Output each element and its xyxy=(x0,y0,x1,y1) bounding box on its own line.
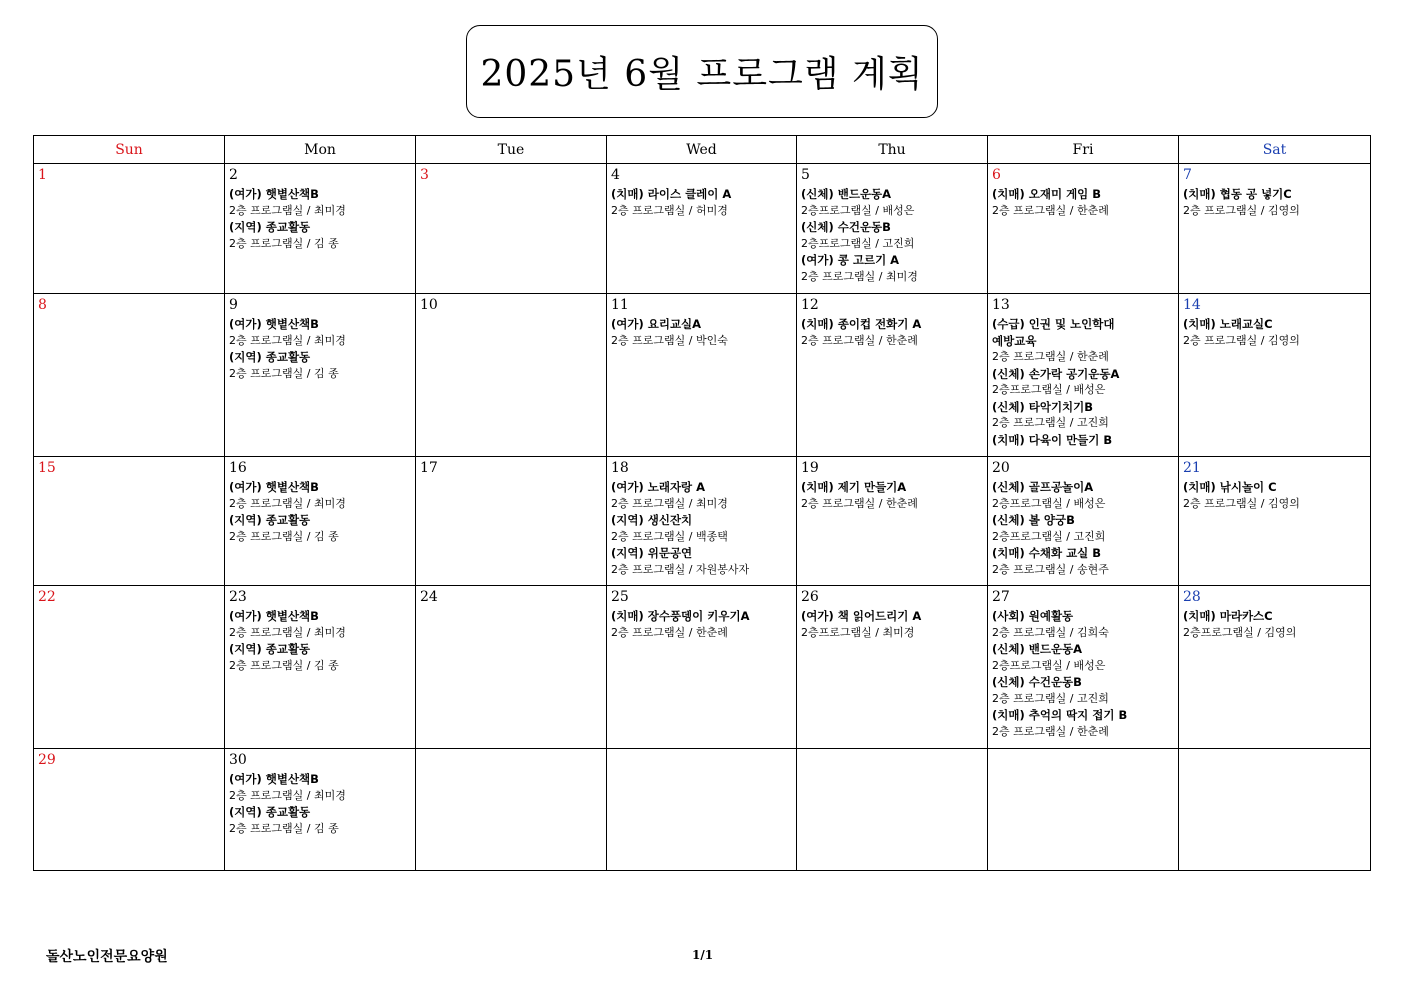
day-number: 17 xyxy=(420,460,438,476)
day-number: 5 xyxy=(801,167,810,183)
event-title: (치매) 노래교실C xyxy=(1183,317,1273,331)
day-cell[interactable] xyxy=(797,164,988,294)
event-title: (여가) 햇볕산책B xyxy=(229,317,319,331)
event-location-staff: 2층 프로그램실 / 한춘례 xyxy=(801,496,918,510)
day-number: 22 xyxy=(38,589,56,605)
event-location-staff: 2층 프로그램실 / 김영의 xyxy=(1183,203,1300,217)
event-location-staff: 2층 프로그램실 / 박인숙 xyxy=(611,333,728,347)
event-location-staff: 2층 프로그램실 / 허미경 xyxy=(611,203,728,217)
day-number: 7 xyxy=(1183,167,1192,183)
day-number: 27 xyxy=(992,589,1010,605)
day-cell[interactable] xyxy=(607,586,797,749)
event-title: (치매) 낚시놀이 C xyxy=(1183,480,1277,494)
event-location-staff: 2층 프로그램실 / 한춘례 xyxy=(992,203,1109,217)
event-title: (신체) 수건운동B xyxy=(992,675,1082,689)
event-location-staff: 2층 프로그램실 / 한춘례 xyxy=(992,724,1109,738)
event-location-staff: 2층 프로그램실 / 백종택 xyxy=(611,529,728,543)
event-title: (수급) 인권 및 노인학대 xyxy=(992,317,1115,331)
event-location-staff: 2층프로그램실 / 배성은 xyxy=(992,496,1106,510)
weekday-header-thu: Thu xyxy=(797,136,988,164)
event-title: (신체) 골프공놀이A xyxy=(992,480,1094,494)
calendar-table xyxy=(33,135,1371,871)
day-number: 10 xyxy=(420,297,438,313)
event-title: (신체) 밴드운동A xyxy=(801,187,892,201)
event-location-staff: 2층 프로그램실 / 김 종 xyxy=(229,366,339,380)
event-title: (여가) 책 읽어드리기 A xyxy=(801,609,922,623)
day-cell[interactable] xyxy=(607,294,797,457)
event-title: (신체) 타악기치기B xyxy=(992,399,1094,414)
day-number: 21 xyxy=(1183,460,1201,476)
day-cell[interactable] xyxy=(1179,294,1371,457)
day-number xyxy=(992,752,1174,771)
event-location-staff: 2층프로그램실 / 배성은 xyxy=(992,383,1106,396)
event-location-staff: 2층 프로그램실 / 최미경 xyxy=(229,333,346,347)
day-number: 18 xyxy=(611,460,629,476)
event-title: (신체) 손가락 공기운동A xyxy=(992,366,1120,381)
day-cell[interactable] xyxy=(225,294,416,457)
day-cell[interactable] xyxy=(1179,749,1371,871)
day-number: 19 xyxy=(801,460,819,476)
day-number: 20 xyxy=(992,460,1010,476)
event-location-staff: 2층 프로그램실 / 송현주 xyxy=(992,562,1109,576)
event-location-staff: 2층 프로그램실 / 고진희 xyxy=(992,691,1109,705)
day-cell[interactable] xyxy=(416,586,607,749)
day-cell[interactable] xyxy=(416,457,607,586)
day-number xyxy=(420,752,602,771)
event-title: (치매) 협동 공 넣기C xyxy=(1183,187,1292,201)
day-cell[interactable] xyxy=(416,164,607,294)
day-cell[interactable] xyxy=(797,457,988,586)
event-location-staff: 2층프로그램실 / 고진희 xyxy=(801,236,915,250)
day-cell[interactable] xyxy=(607,749,797,871)
event-location-staff: 2층 프로그램실 / 김 종 xyxy=(229,236,339,250)
event-title: (치매) 다육이 만들기 B xyxy=(992,432,1113,447)
week-row xyxy=(34,457,1371,586)
day-number: 11 xyxy=(611,297,629,313)
day-number: 8 xyxy=(38,297,47,313)
day-cell[interactable] xyxy=(225,164,416,294)
day-cell[interactable] xyxy=(988,586,1179,749)
event-title: (여가) 햇볕산책B xyxy=(229,772,319,786)
event-title: (지역) 위문공연 xyxy=(611,546,693,560)
event-title: (여가) 햇볕산책B xyxy=(229,609,319,623)
event-title: (사회) 원예활동 xyxy=(992,609,1074,623)
day-number: 9 xyxy=(229,297,238,313)
event-title: 예방교육 xyxy=(992,333,1037,348)
day-number xyxy=(611,752,792,771)
day-number: 13 xyxy=(992,297,1010,313)
event-title: (여가) 노래자랑 A xyxy=(611,480,706,494)
event-title: (지역) 종교활동 xyxy=(229,350,311,364)
day-number: 26 xyxy=(801,589,819,605)
event-title: (여가) 요리교실A xyxy=(611,317,702,331)
day-number: 16 xyxy=(229,460,247,476)
week-row xyxy=(34,749,1371,871)
day-cell[interactable] xyxy=(607,164,797,294)
day-number: 12 xyxy=(801,297,819,313)
event-title: (지역) 종교활동 xyxy=(229,220,311,234)
day-cell[interactable] xyxy=(34,164,225,294)
event-location-staff: 2층 프로그램실 / 김 종 xyxy=(229,658,339,672)
day-number: 24 xyxy=(420,589,438,605)
day-number: 3 xyxy=(420,167,429,183)
day-cell[interactable] xyxy=(988,749,1179,871)
day-cell[interactable] xyxy=(1179,457,1371,586)
weekday-header-sat: Sat xyxy=(1179,136,1371,164)
day-cell[interactable] xyxy=(225,586,416,749)
day-cell[interactable] xyxy=(797,586,988,749)
title-box xyxy=(466,25,938,118)
day-number xyxy=(801,752,983,771)
day-number: 25 xyxy=(611,589,629,605)
footer-organization: 돌산노인전문요양원 xyxy=(46,949,168,965)
weekday-header-row xyxy=(34,136,1371,164)
event-location-staff: 2층 프로그램실 / 김영의 xyxy=(1183,333,1300,347)
event-location-staff: 2층 프로그램실 / 최미경 xyxy=(229,496,346,510)
event-location-staff: 2층프로그램실 / 배성은 xyxy=(992,658,1106,672)
event-title: (치매) 수채화 교실 B xyxy=(992,546,1102,560)
event-location-staff: 2층 프로그램실 / 김 종 xyxy=(229,821,339,835)
event-location-staff: 2층프로그램실 / 배성은 xyxy=(801,203,915,217)
day-number: 30 xyxy=(229,752,247,768)
event-title: (치매) 라이스 클레이 A xyxy=(611,187,732,201)
event-title: (여가) 햇볕산책B xyxy=(229,480,319,494)
day-cell[interactable] xyxy=(416,294,607,457)
page-title: 2025년 6월 프로그램 계획 xyxy=(480,54,924,95)
day-number: 2 xyxy=(229,167,238,183)
event-title: (신체) 수건운동B xyxy=(801,220,891,234)
day-cell[interactable] xyxy=(416,749,607,871)
event-title: (치매) 장수풍뎅이 키우기A xyxy=(611,609,750,623)
day-cell[interactable] xyxy=(988,457,1179,586)
week-row xyxy=(34,164,1371,294)
day-cell[interactable] xyxy=(1179,586,1371,749)
event-title: (여가) 햇볕산책B xyxy=(229,187,319,201)
event-title: (신체) 볼 양궁B xyxy=(992,513,1075,527)
event-location-staff: 2층 프로그램실 / 한춘례 xyxy=(992,350,1109,363)
event-location-staff: 2층프로그램실 / 김영의 xyxy=(1183,625,1297,639)
day-number: 23 xyxy=(229,589,247,605)
weekday-header-fri: Fri xyxy=(988,136,1179,164)
day-cell[interactable] xyxy=(988,164,1179,294)
event-location-staff: 2층 프로그램실 / 한춘례 xyxy=(801,333,918,347)
weekday-header-wed: Wed xyxy=(607,136,797,164)
weekday-header-tue: Tue xyxy=(416,136,607,164)
event-title: (치매) 종이컵 전화기 A xyxy=(801,317,922,331)
event-location-staff: 2층 프로그램실 / 최미경 xyxy=(801,269,918,283)
weekday-header-sun: Sun xyxy=(34,136,225,164)
day-number: 14 xyxy=(1183,297,1201,313)
event-title: (여가) 콩 고르기 A xyxy=(801,253,900,267)
event-location-staff: 2층 프로그램실 / 김영의 xyxy=(1183,496,1300,510)
event-location-staff: 2층 프로그램실 / 최미경 xyxy=(229,625,346,639)
event-location-staff: 2층 프로그램실 / 김희숙 xyxy=(992,625,1109,639)
day-cell[interactable] xyxy=(607,457,797,586)
footer-page-number: 1/1 xyxy=(692,948,714,962)
day-cell[interactable] xyxy=(225,749,416,871)
event-title: (치매) 추억의 딱지 접기 B xyxy=(992,708,1128,722)
event-location-staff: 2층 프로그램실 / 고진희 xyxy=(992,416,1109,429)
event-title: (지역) 생신잔치 xyxy=(611,513,693,527)
event-title: (신체) 밴드운동A xyxy=(992,642,1083,656)
event-location-staff: 2층프로그램실 / 고진희 xyxy=(992,529,1106,543)
day-number: 1 xyxy=(38,167,47,183)
event-location-staff: 2층 프로그램실 / 김 종 xyxy=(229,529,339,543)
event-location-staff: 2층 프로그램실 / 최미경 xyxy=(611,496,728,510)
event-title: (지역) 종교활동 xyxy=(229,642,311,656)
day-number: 4 xyxy=(611,167,620,183)
day-cell[interactable] xyxy=(34,586,225,749)
event-location-staff: 2층 프로그램실 / 최미경 xyxy=(229,788,346,802)
day-cell[interactable] xyxy=(34,749,225,871)
event-location-staff: 2층프로그램실 / 최미경 xyxy=(801,625,915,639)
day-number xyxy=(1183,752,1366,771)
event-title: (치매) 제기 만들기A xyxy=(801,480,907,494)
event-title: (치매) 마라카스C xyxy=(1183,609,1273,623)
day-cell[interactable] xyxy=(988,294,1179,457)
weekday-header-mon: Mon xyxy=(225,136,416,164)
day-cell[interactable] xyxy=(797,294,988,457)
event-title: (치매) 오재미 게임 B xyxy=(992,187,1102,201)
day-cell[interactable] xyxy=(225,457,416,586)
event-location-staff: 2층 프로그램실 / 최미경 xyxy=(229,203,346,217)
event-location-staff: 2층 프로그램실 / 한춘례 xyxy=(611,625,728,639)
event-title: (지역) 종교활동 xyxy=(229,513,311,527)
event-title: (지역) 종교활동 xyxy=(229,805,311,819)
day-cell[interactable] xyxy=(34,457,225,586)
week-row xyxy=(34,586,1371,749)
day-number: 29 xyxy=(38,752,56,768)
week-row xyxy=(34,294,1371,457)
day-cell[interactable] xyxy=(797,749,988,871)
day-number: 15 xyxy=(38,460,56,476)
day-number: 28 xyxy=(1183,589,1201,605)
day-number: 6 xyxy=(992,167,1001,183)
day-cell[interactable] xyxy=(34,294,225,457)
day-cell[interactable] xyxy=(1179,164,1371,294)
event-location-staff: 2층 프로그램실 / 자원봉사자 xyxy=(611,562,750,576)
